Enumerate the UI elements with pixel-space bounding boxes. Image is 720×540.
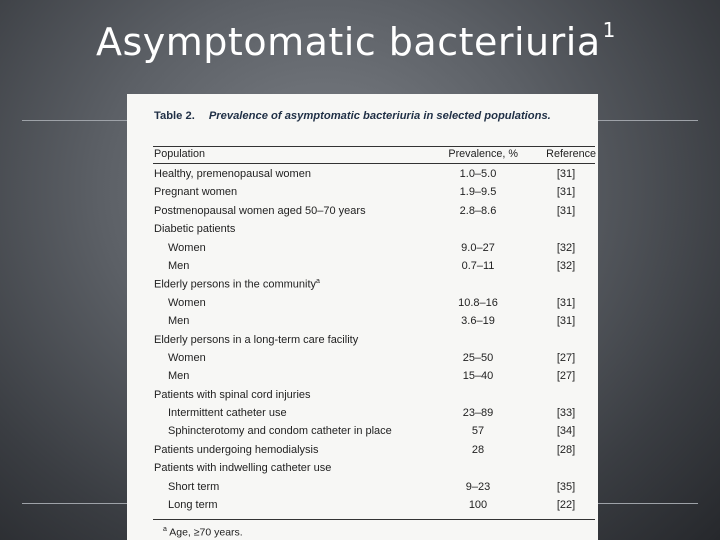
- cell-population-text: Patients undergoing hemodialysis: [154, 443, 319, 456]
- cell-reference: [32]: [556, 241, 576, 254]
- cell-population: [168, 407, 287, 419]
- cell-population-text: Healthy, premenopausal women: [154, 168, 311, 180]
- cell-prevalence: 2.8–8.6: [459, 204, 497, 217]
- slide-title-text: Asymptomatic bacteriuria: [96, 20, 601, 64]
- cell-population: [154, 205, 366, 217]
- table-row: [153, 480, 595, 498]
- cell-prevalence: 23–89: [462, 407, 494, 420]
- table-row: [153, 498, 595, 516]
- cell-population-text: Long term: [168, 499, 218, 512]
- cell-reference: [31]: [556, 315, 576, 328]
- cell-reference: [27]: [556, 351, 576, 364]
- cell-reference: [31]: [556, 204, 576, 217]
- table-row: [153, 369, 595, 387]
- cell-reference: [22]: [556, 499, 576, 512]
- left-bottom-divider-line: [22, 503, 128, 504]
- footnote-text: Age, ≥70 years.: [169, 526, 243, 539]
- table-caption: [154, 110, 594, 122]
- table-row: [153, 314, 595, 332]
- table-row: [153, 461, 595, 479]
- cell-reference: [27]: [556, 370, 576, 383]
- cell-prevalence: 3.6–19: [461, 315, 495, 328]
- table-row: [153, 185, 595, 203]
- table-row: [153, 222, 595, 240]
- cell-population: [154, 168, 311, 180]
- cell-population: [154, 278, 320, 291]
- cell-reference: [28]: [556, 443, 576, 456]
- cell-population: [154, 389, 311, 401]
- cell-population: [168, 425, 392, 437]
- cell-population: [168, 370, 189, 382]
- cell-population-text: Pregnant women: [154, 186, 238, 199]
- cell-population-text: Diabetic patients: [154, 223, 236, 236]
- left-divider-line: [22, 120, 128, 121]
- table-row: [153, 277, 595, 295]
- cell-population: [168, 352, 206, 364]
- cell-population: [168, 242, 206, 254]
- cell-population: [168, 297, 206, 309]
- right-divider-line: [598, 120, 698, 121]
- cell-prevalence: 57: [471, 425, 485, 438]
- cell-population-text: Men: [168, 315, 190, 328]
- cell-population-text: Patients with indwelling catheter use: [154, 462, 332, 475]
- cell-prevalence: 28: [471, 443, 485, 456]
- slide-title-superscript: 1: [602, 18, 616, 43]
- cell-population-text: Short term: [168, 480, 220, 493]
- cell-prevalence: 15–40: [462, 370, 494, 383]
- cell-population: [154, 223, 235, 235]
- cell-population-text: Intermittent catheter use: [168, 407, 287, 420]
- table-row: [153, 204, 595, 222]
- table-bottom-rule: [153, 519, 595, 520]
- cell-population-footnote-marker: a: [316, 278, 320, 286]
- cell-prevalence: 25–50: [462, 351, 494, 364]
- table-header-row: [153, 146, 595, 164]
- cell-reference: [35]: [556, 480, 576, 493]
- header-reference: Reference: [546, 148, 596, 160]
- header-population: Population: [154, 148, 206, 160]
- cell-reference: [31]: [556, 186, 576, 199]
- cell-reference: [33]: [556, 407, 576, 420]
- cell-population: [168, 315, 189, 327]
- cell-reference: [32]: [556, 259, 576, 272]
- cell-prevalence: 100: [468, 499, 488, 512]
- cell-reference: [31]: [556, 168, 576, 180]
- table-number: Table 2.: [154, 110, 195, 122]
- table-footnote: [163, 526, 243, 539]
- cell-population-text: Sphincterotomy and condom catheter in place: [168, 425, 392, 438]
- cell-prevalence: 10.8–16: [458, 296, 498, 309]
- table-row: [153, 351, 595, 369]
- table-row: [153, 443, 595, 461]
- cell-population-text: Men: [168, 259, 190, 272]
- table-row: [153, 388, 595, 406]
- table-row: [153, 424, 595, 442]
- table-row: [153, 259, 595, 277]
- table-image-panel: [127, 94, 598, 540]
- cell-prevalence: 9–23: [465, 480, 491, 493]
- footnote-marker: a: [163, 526, 167, 533]
- cell-population-text: Patients with spinal cord injuries: [154, 388, 311, 401]
- cell-reference: [34]: [556, 425, 576, 438]
- table-row: [153, 296, 595, 314]
- cell-population-text: Elderly persons in a long-term care facility: [154, 333, 359, 346]
- cell-population-text: Women: [168, 241, 206, 254]
- cell-population-text: Women: [168, 296, 206, 309]
- header-prevalence: Prevalence, %: [448, 148, 518, 160]
- table-row: [153, 241, 595, 259]
- cell-population: [154, 334, 358, 346]
- table-row: [153, 406, 595, 424]
- cell-population-text: Elderly persons in the community: [154, 279, 317, 291]
- cell-population: [154, 186, 237, 198]
- cell-population: [154, 444, 319, 456]
- table-row: [153, 167, 595, 185]
- cell-prevalence: 1.0–5.0: [459, 168, 497, 180]
- table-row: [153, 333, 595, 351]
- cell-population: [168, 481, 219, 493]
- cell-prevalence: 0.7–11: [461, 259, 495, 272]
- table-caption-text: Prevalence of asymptomatic bacteriuria in selected populations.: [208, 110, 551, 122]
- cell-population-text: Men: [168, 370, 190, 383]
- table-body: [153, 167, 595, 516]
- cell-prevalence: 1.9–9.5: [459, 186, 497, 199]
- cell-population-text: Women: [168, 351, 206, 364]
- cell-population: [168, 260, 189, 272]
- right-bottom-divider-line: [598, 503, 698, 504]
- slide-title: [96, 20, 616, 64]
- cell-reference: [31]: [556, 296, 576, 309]
- cell-population: [168, 499, 218, 511]
- cell-population: [154, 462, 331, 474]
- cell-population-text: Postmenopausal women aged 50–70 years: [154, 204, 366, 217]
- cell-prevalence: 9.0–27: [461, 241, 495, 254]
